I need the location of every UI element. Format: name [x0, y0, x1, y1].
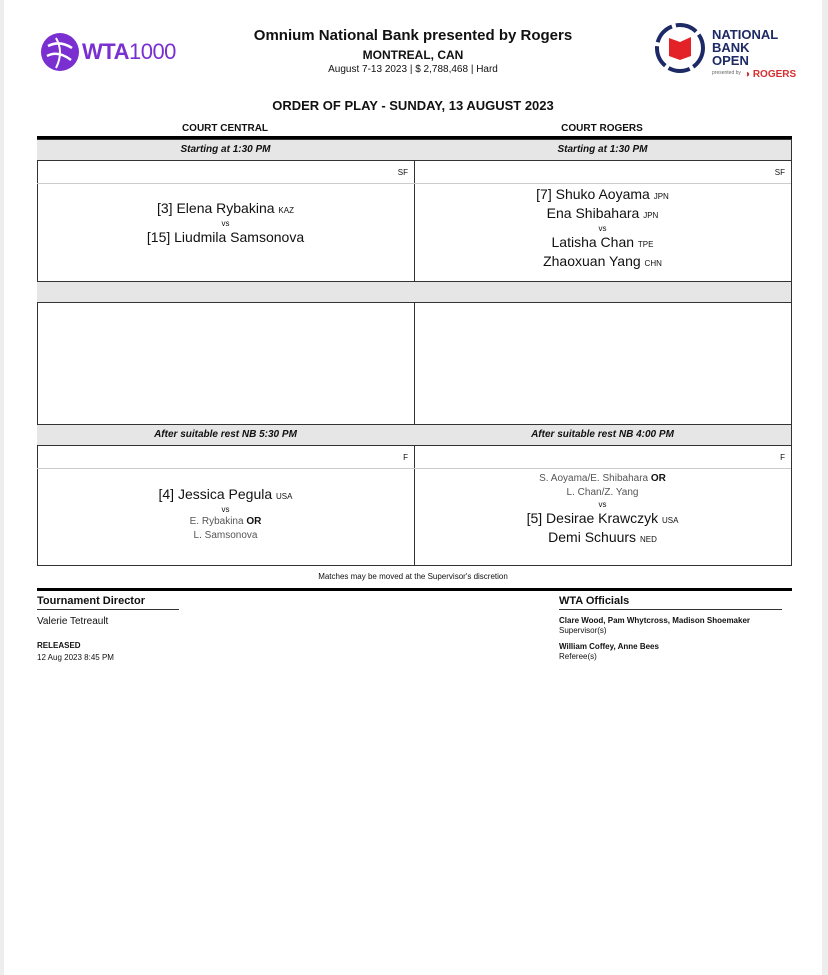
alt-player-2: L. Samsonova — [193, 530, 258, 541]
match-court-central-sf — [37, 200, 414, 245]
schedule-bottom-border — [37, 565, 792, 566]
empty-band — [37, 281, 414, 303]
row-divider — [37, 468, 414, 469]
vs-label: vs — [221, 505, 230, 514]
team-2-player-1: [5] Desirae Krawczyk USA — [526, 510, 679, 526]
match-court-rogers-sf — [414, 186, 791, 272]
row-divider — [414, 468, 791, 469]
tournament-info: August 7-13 2023 | $ 2,788,468 | Hard — [328, 64, 498, 75]
row-divider — [37, 183, 414, 184]
start-time-band: Starting at 1:30 PM — [37, 139, 414, 161]
alt-team-1: S. Aoyama/E. Shibahara OR — [539, 473, 666, 484]
alt-team-2: L. Chan/Z. Yang — [566, 487, 639, 498]
tournament-title: Omnium National Bank presented by Rogers — [253, 27, 573, 44]
player-1: [4] Jessica Pegula USA — [158, 486, 293, 502]
wta-officials-heading: WTA Officials — [559, 595, 782, 610]
tournament-director-heading: Tournament Director — [37, 595, 179, 610]
round-label: SF — [397, 168, 408, 177]
order-of-play-page — [4, 0, 822, 975]
national-bank-open-logo-text: NATIONAL BANK OPEN — [712, 27, 779, 68]
empty-band — [414, 281, 791, 303]
match-court-central-final — [37, 486, 414, 543]
vs-label: vs — [221, 219, 230, 228]
start-time-band: Starting at 1:30 PM — [414, 139, 791, 161]
tournament-director-name: Valerie Tetreault — [37, 616, 109, 627]
wta-1000-logo-text: WTA1000 — [82, 39, 176, 64]
released-label: RELEASED — [37, 641, 81, 650]
after-rest-band: After suitable rest NB 5:30 PM — [37, 424, 414, 446]
team-2-player-2: Demi Schuurs NED — [548, 529, 657, 545]
after-rest-band: After suitable rest NB 4:00 PM — [414, 424, 791, 446]
footer-rule — [37, 588, 792, 591]
team-1-player-1: [7] Shuko Aoyama JPN — [536, 186, 669, 202]
supervisors-role: Supervisor(s) — [559, 626, 607, 635]
alt-player-1: E. Rybakina OR — [189, 516, 262, 527]
team-2-player-2: Zhaoxuan Yang CHN — [543, 253, 662, 269]
presented-by-text: presented by — [712, 70, 741, 76]
match-court-rogers-final — [414, 472, 791, 548]
released-date: 12 Aug 2023 8:45 PM — [37, 653, 114, 662]
round-label: F — [780, 453, 785, 462]
player-2: [15] Liudmila Samsonova — [146, 229, 305, 245]
rogers-logo-text: ◑ ROGERS — [744, 69, 797, 80]
round-label: SF — [774, 168, 785, 177]
player-1: [3] Elena Rybakina KAZ — [157, 200, 294, 216]
round-label: F — [403, 453, 408, 462]
team-1-player-2: Ena Shibahara JPN — [546, 205, 659, 221]
team-2-player-1: Latisha Chan TPE — [551, 234, 654, 250]
supervisor-note: Matches may be moved at the Supervisor's discretion — [318, 572, 508, 581]
vs-label: vs — [598, 500, 607, 509]
tournament-city: MONTREAL, CAN — [362, 48, 464, 62]
row-divider — [414, 183, 791, 184]
court-rogers-title: COURT ROGERS — [561, 123, 643, 134]
referees-names: William Coffey, Anne Bees — [559, 642, 659, 651]
order-of-play-title: ORDER OF PLAY - SUNDAY, 13 AUGUST 2023 — [272, 98, 554, 113]
vs-label: vs — [598, 224, 607, 233]
supervisors-names: Clare Wood, Pam Whytcross, Madison Shoemaker — [559, 616, 751, 625]
referees-role: Referee(s) — [559, 652, 597, 661]
court-central-title: COURT CENTRAL — [181, 123, 269, 134]
